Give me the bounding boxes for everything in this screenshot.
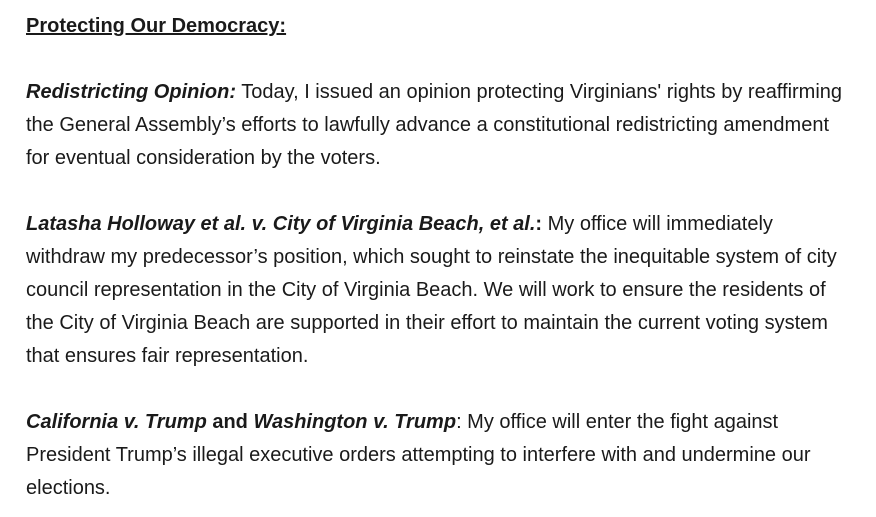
paragraph-title-connector: and bbox=[206, 411, 254, 433]
paragraph-holloway-case bbox=[26, 208, 856, 373]
paragraph-redistricting-opinion bbox=[26, 76, 856, 175]
paragraph-title: California v. Trump bbox=[26, 411, 207, 433]
paragraph-title-suffix: : bbox=[535, 213, 543, 235]
paragraph-text: My office will immediately withdraw my predecessor’s position, which sought to reinstate the inequitable system of city council representation in the City of Virginia Beach. We will work to ensure the residents of the City of Virginia Beach are supported in their effort to maintain the current voting system that ensures fair representation. bbox=[26, 213, 837, 367]
paragraph-title: Latasha Holloway et al. v. City of Virginia Beach, et al. bbox=[26, 213, 536, 235]
paragraph-text: Today, I issued an opinion protecting Virginians' rights by reaffirming the General Assembly’s efforts to lawfully advance a constitutional redistricting amendment for eventual consideration by the voters. bbox=[26, 81, 843, 169]
paragraph-title: Redistricting Opinion: bbox=[26, 81, 236, 103]
section-heading: Protecting Our Democracy: bbox=[26, 15, 287, 37]
paragraph-trump-cases bbox=[26, 406, 856, 505]
paragraph-text: : My office will enter the fight against President Trump’s illegal executive orders attempting to interfere with and undermine our elections. bbox=[26, 411, 811, 499]
paragraph-title-second: Washington v. Trump bbox=[253, 411, 457, 433]
